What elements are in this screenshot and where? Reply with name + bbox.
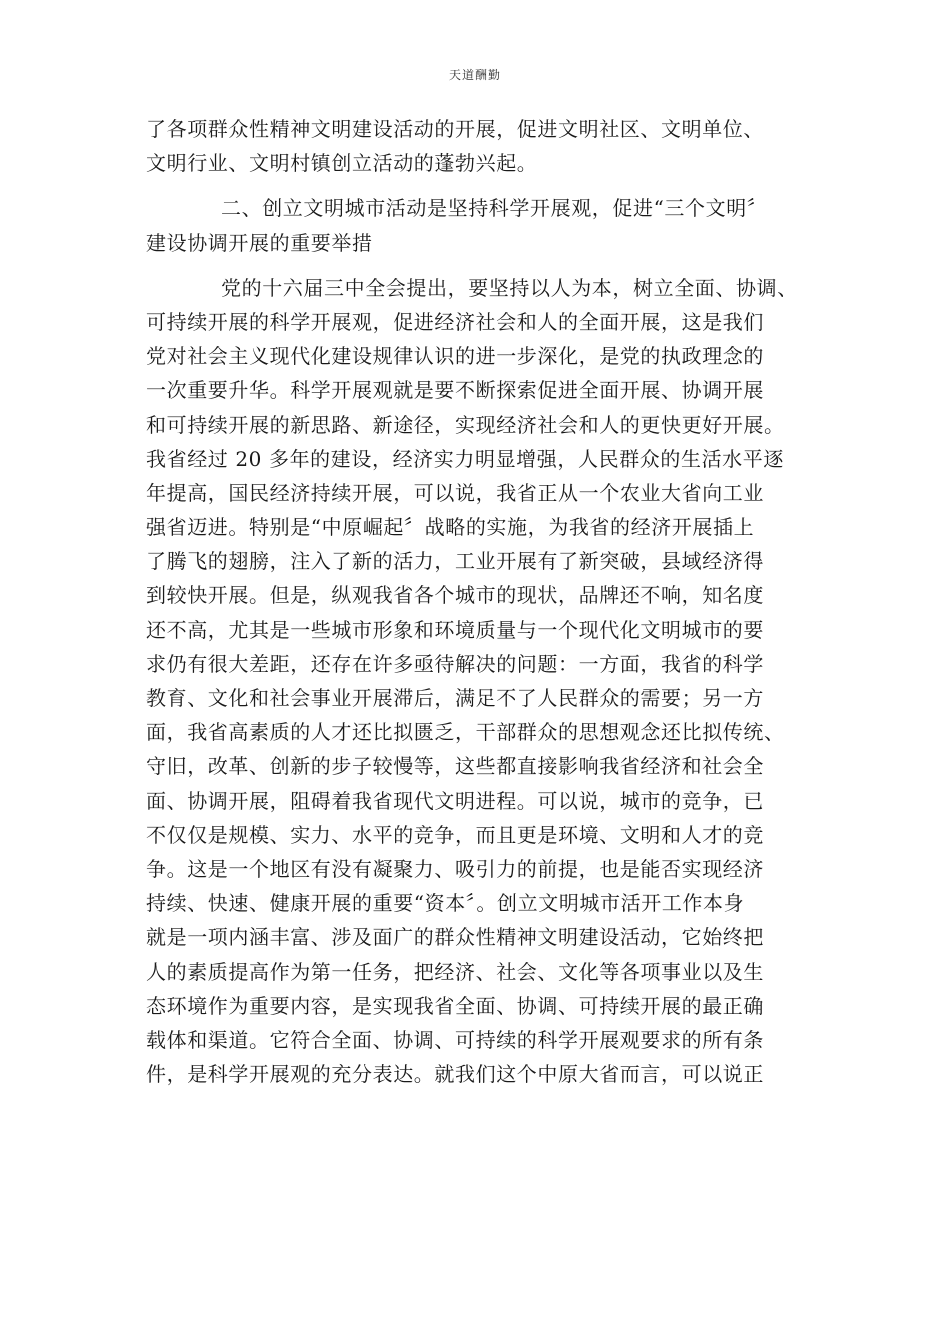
text-line: 不仅仅是规模、实力、水平的竞争，而且更是环境、文明和人才的竞	[146, 822, 764, 847]
text-line: 就是一项内涵丰富、涉及面广的群众性精神文明建设活动，它始终把	[146, 925, 764, 950]
heading-line: 二、创立文明城市活动是坚持科学开展观，促进“三个文明〞	[221, 196, 768, 221]
text-line: 面、协调开展，阻碍着我省现代文明进程。可以说，城市的竞争，已	[146, 788, 764, 813]
page-header: 天道酬勤	[448, 68, 501, 82]
text-line: 文明行业、文明村镇创立活动的蓬勃兴起。	[146, 151, 538, 176]
text-line: 持续、快速、健康开展的重要“资本〞。创立文明城市活开工作本身	[146, 891, 745, 916]
section-heading	[146, 191, 836, 259]
text-line: 和可持续开展的新思路、新途径，实现经济社会和人的更快更好开展。	[146, 412, 785, 437]
text-line: 人的素质提高作为第一任务，把经济、社会、文化等各项事业以及生	[146, 959, 764, 984]
text-line: 载体和渠道。它符合全面、协调、可持续的科学开展观要求的所有条	[146, 1027, 764, 1052]
heading-line: 建设协调开展的重要举措	[146, 230, 373, 255]
paragraph-continuation	[146, 112, 836, 180]
text-line: 求仍有很大差距，还存在许多亟待解决的问题：一方面，我省的科学	[146, 651, 764, 676]
text-line: 党对社会主义现代化建设规律认识的进一步深化，是党的执政理念的	[146, 344, 764, 369]
document-body	[146, 112, 836, 1091]
paragraph-main	[146, 271, 836, 1092]
text-line: 件，是科学开展观的充分表达。就我们这个中原大省而言，可以说正	[146, 1062, 764, 1087]
text-line: 争。这是一个地区有没有凝聚力、吸引力的前提，也是能否实现经济	[146, 856, 764, 881]
text-line: 了各项群众性精神文明建设活动的开展，促进文明社区、文明单位、	[146, 117, 764, 141]
text-line: 教育、文化和社会事业开展滞后，满足不了人民群众的需要；另一方	[146, 686, 764, 710]
text-line: 还不高，尤其是一些城市形象和环境质量与一个现代化文明城市的要	[146, 617, 764, 642]
text-line: 党的十六届三中全会提出，要坚持以人为本，树立全面、协调、	[221, 275, 798, 300]
text-line: 强省迈进。特别是“中原崛起〞战略的实施，为我省的经济开展插上	[146, 515, 755, 540]
text-line: 一次重要升华。科学开展观就是要不断探索促进全面开展、协调开展	[146, 378, 764, 403]
text-line: 到较快开展。但是，纵观我省各个城市的现状，品牌还不响，知名度	[146, 583, 764, 608]
text-line: 守旧，改革、创新的步子较慢等，这些都直接影响我省经济和社会全	[146, 754, 764, 779]
text-line: 年提高，国民经济持续开展，可以说，我省正从一个农业大省向工业	[146, 480, 764, 505]
text-line: 可持续开展的科学开展观，促进经济社会和人的全面开展，这是我们	[146, 309, 764, 334]
text-line: 了腾飞的翅膀，注入了新的活力，工业开展有了新突破，县域经济得	[146, 549, 764, 574]
text-line: 我省经过 20 多年的建设，经济实力明显增强，人民群众的生活水平逐	[146, 446, 784, 471]
paragraph-gap	[146, 260, 836, 271]
text-line: 面，我省高素质的人才还比拟匮乏，干部群众的思想观念还比拟传统、	[146, 720, 785, 745]
paragraph-gap	[146, 180, 836, 191]
text-line: 态环境作为重要内容，是实现我省全面、协调、可持续开展的最正确	[146, 993, 764, 1018]
